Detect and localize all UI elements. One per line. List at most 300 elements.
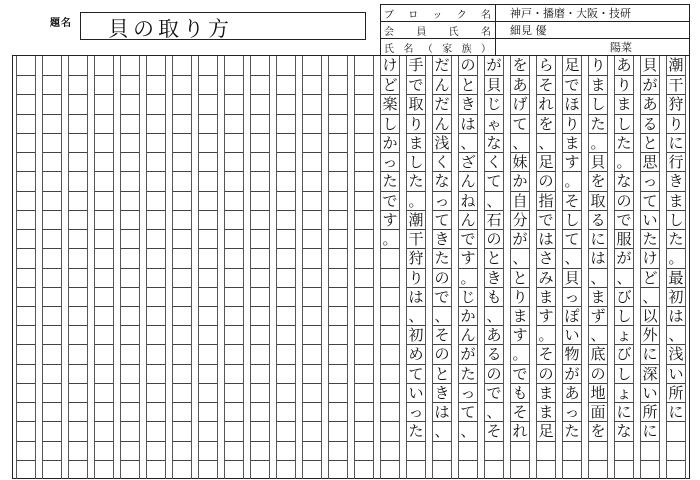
manuscript-column xyxy=(302,56,322,479)
manuscript-cell: 思 xyxy=(642,153,658,172)
manuscript-cell: 、 xyxy=(460,133,476,152)
manuscript-cell: 。 xyxy=(538,326,554,345)
manuscript-cell: て xyxy=(408,364,424,383)
manuscript-cell xyxy=(121,268,139,287)
manuscript-cell xyxy=(277,287,295,306)
manuscript-cell xyxy=(173,383,191,402)
manuscript-cell: 最 xyxy=(668,268,684,287)
manuscript-cell: の xyxy=(486,230,502,249)
manuscript-cell xyxy=(303,383,321,402)
title-label: 題名 xyxy=(50,18,72,29)
manuscript-cell xyxy=(329,152,347,171)
manuscript-cell xyxy=(69,191,87,210)
manuscript-cell xyxy=(43,383,61,402)
manuscript-cell: っ xyxy=(434,191,450,210)
manuscript-cell: の xyxy=(538,172,554,191)
manuscript-cell xyxy=(329,248,347,267)
manuscript-cell xyxy=(303,248,321,267)
manuscript-cell xyxy=(173,402,191,421)
manuscript-column xyxy=(380,56,400,479)
manuscript-cell xyxy=(329,383,347,402)
manuscript-cell xyxy=(303,152,321,171)
manuscript-cell: が xyxy=(486,56,502,74)
manuscript-cell xyxy=(303,133,321,152)
manuscript-cell xyxy=(95,402,113,421)
manuscript-cell xyxy=(17,364,35,383)
manuscript-cell xyxy=(303,94,321,113)
manuscript-cell xyxy=(121,325,139,344)
manuscript-cell xyxy=(225,152,243,171)
manuscript-cell xyxy=(17,191,35,210)
manuscript-cell: で xyxy=(434,287,450,306)
manuscript-cell xyxy=(121,441,139,460)
manuscript-cell xyxy=(381,402,399,421)
manuscript-cell: 所 xyxy=(642,403,658,422)
manuscript-cell: 、 xyxy=(512,249,528,268)
manuscript-cell xyxy=(251,421,269,440)
manuscript-cell xyxy=(329,421,347,440)
manuscript-cell: 干 xyxy=(668,76,684,95)
manuscript-cell xyxy=(225,114,243,133)
manuscript-cell xyxy=(329,460,347,479)
manuscript-cell xyxy=(17,229,35,248)
manuscript-cell xyxy=(147,325,165,344)
manuscript-cell xyxy=(667,441,685,460)
manuscript-cell xyxy=(95,229,113,248)
manuscript-cell: 。 xyxy=(382,230,398,249)
manuscript-cell xyxy=(121,287,139,306)
manuscript-cell xyxy=(303,75,321,94)
manuscript-cell xyxy=(43,364,61,383)
manuscript-cell: 。 xyxy=(668,249,684,268)
manuscript-cell xyxy=(355,75,373,94)
manuscript-cell: っ xyxy=(564,287,580,306)
manuscript-cell xyxy=(95,152,113,171)
manuscript-cell: り xyxy=(590,56,606,74)
manuscript-cell: が xyxy=(616,249,632,268)
manuscript-cell xyxy=(69,268,87,287)
manuscript-cell xyxy=(95,94,113,113)
manuscript-cell xyxy=(43,441,61,460)
manuscript-cell xyxy=(199,94,217,113)
manuscript-cell: ま xyxy=(538,383,554,402)
manuscript-column xyxy=(614,56,634,479)
manuscript-cell xyxy=(277,268,295,287)
manuscript-cell xyxy=(147,56,165,75)
manuscript-cell: 服 xyxy=(616,230,632,249)
manuscript-cell xyxy=(199,325,217,344)
manuscript-cell xyxy=(17,56,35,75)
manuscript-cell xyxy=(329,171,347,190)
manuscript-cell: 。 xyxy=(564,172,580,191)
manuscript-cell xyxy=(355,171,373,190)
manuscript-cell xyxy=(277,421,295,440)
manuscript-cell: り xyxy=(512,287,528,306)
manuscript-cell xyxy=(303,268,321,287)
manuscript-cell xyxy=(173,248,191,267)
manuscript-cell xyxy=(225,421,243,440)
manuscript-cell xyxy=(43,421,61,440)
manuscript-cell xyxy=(17,248,35,267)
manuscript-cell: じ xyxy=(460,287,476,306)
manuscript-cell: を xyxy=(512,56,528,74)
manuscript-cell: と xyxy=(460,76,476,95)
manuscript-cell xyxy=(121,56,139,75)
manuscript-cell xyxy=(43,210,61,229)
manuscript-cell xyxy=(303,56,321,75)
manuscript-cell: で xyxy=(408,76,424,95)
manuscript-cell xyxy=(69,75,87,94)
manuscript-cell: き xyxy=(460,95,476,114)
manuscript-cell xyxy=(563,441,581,460)
manuscript-cell: り xyxy=(408,268,424,287)
manuscript-cell xyxy=(355,402,373,421)
manuscript-cell: 取 xyxy=(408,95,424,114)
manuscript-cell xyxy=(225,171,243,190)
manuscript-cell xyxy=(69,344,87,363)
manuscript-cell xyxy=(355,56,373,75)
manuscript-cell xyxy=(277,114,295,133)
manuscript-cell: し xyxy=(616,306,632,325)
manuscript-cell: 、 xyxy=(590,326,606,345)
manuscript-cell: 初 xyxy=(668,287,684,306)
manuscript-cell xyxy=(225,287,243,306)
manuscript-cell xyxy=(225,229,243,248)
manuscript-cell: あ xyxy=(564,383,580,402)
manuscript-cell: そ xyxy=(512,403,528,422)
manuscript-cell xyxy=(251,383,269,402)
manuscript-cell xyxy=(69,383,87,402)
manuscript-cell: い xyxy=(564,326,580,345)
manuscript-cell: ど xyxy=(642,268,658,287)
manuscript-cell: ま xyxy=(590,76,606,95)
manuscript-column xyxy=(510,56,530,479)
manuscript-cell: 、 xyxy=(486,306,502,325)
manuscript-cell xyxy=(173,325,191,344)
manuscript-cell xyxy=(329,325,347,344)
block-name-value: 神戸・播磨・大阪・技研 xyxy=(496,5,690,22)
manuscript-cell xyxy=(121,94,139,113)
manuscript-cell xyxy=(225,325,243,344)
manuscript-cell: を xyxy=(590,172,606,191)
manuscript-cell xyxy=(589,460,607,479)
manuscript-cell xyxy=(95,56,113,75)
manuscript-cell: ま xyxy=(538,403,554,422)
manuscript-cell xyxy=(69,56,87,75)
manuscript-cell xyxy=(17,268,35,287)
manuscript-cell: 面 xyxy=(590,403,606,422)
manuscript-cell: 、 xyxy=(616,268,632,287)
manuscript-cell xyxy=(225,460,243,479)
manuscript-cell xyxy=(277,364,295,383)
manuscript-cell xyxy=(43,152,61,171)
manuscript-cell xyxy=(17,421,35,440)
manuscript-cell xyxy=(329,114,347,133)
manuscript-cell xyxy=(69,94,87,113)
manuscript-cell: に xyxy=(642,345,658,364)
manuscript-cell: 、 xyxy=(460,422,476,441)
manuscript-cell xyxy=(199,402,217,421)
manuscript-cell xyxy=(381,364,399,383)
manuscript-cell xyxy=(511,460,529,479)
manuscript-cell xyxy=(43,248,61,267)
block-name-label: ブロック名 xyxy=(381,5,496,22)
manuscript-cell xyxy=(43,75,61,94)
manuscript-cell xyxy=(199,114,217,133)
manuscript-cell xyxy=(147,268,165,287)
manuscript-cell xyxy=(225,344,243,363)
manuscript-cell: し xyxy=(590,95,606,114)
manuscript-cell xyxy=(251,441,269,460)
manuscript-cell xyxy=(303,441,321,460)
manuscript-cell xyxy=(95,383,113,402)
manuscript-cell xyxy=(95,325,113,344)
manuscript-cell: 、 xyxy=(486,191,502,210)
manuscript-cell xyxy=(173,171,191,190)
manuscript-cell xyxy=(17,75,35,94)
manuscript-cell xyxy=(43,56,61,75)
manuscript-cell xyxy=(121,229,139,248)
manuscript-cell xyxy=(251,344,269,363)
manuscript-cell: か xyxy=(512,172,528,191)
manuscript-cell xyxy=(43,325,61,344)
manuscript-cell: 貝 xyxy=(642,56,658,74)
manuscript-cell: ょ xyxy=(616,383,632,402)
manuscript-cell xyxy=(199,287,217,306)
info-table xyxy=(380,4,690,56)
manuscript-cell xyxy=(641,441,659,460)
manuscript-cell xyxy=(303,402,321,421)
manuscript-cell xyxy=(355,114,373,133)
manuscript-cell: そ xyxy=(486,422,502,441)
manuscript-cell: な xyxy=(486,133,502,152)
manuscript-cell xyxy=(43,191,61,210)
manuscript-cell: ず xyxy=(590,306,606,325)
manuscript-cell: 深 xyxy=(642,364,658,383)
manuscript-cell: は xyxy=(538,230,554,249)
manuscript-cell: あ xyxy=(642,95,658,114)
manuscript-cell xyxy=(329,287,347,306)
manuscript-cell xyxy=(147,364,165,383)
manuscript-cell: ぽ xyxy=(564,306,580,325)
manuscript-cell: ま xyxy=(408,133,424,152)
manuscript-cell xyxy=(173,344,191,363)
manuscript-cell: た xyxy=(460,364,476,383)
manuscript-cell: げ xyxy=(512,95,528,114)
manuscript-cell xyxy=(667,460,685,479)
manuscript-cell xyxy=(251,364,269,383)
manuscript-cell: で xyxy=(486,383,502,402)
manuscript-cell xyxy=(173,229,191,248)
manuscript-cell xyxy=(355,421,373,440)
manuscript-cell: た xyxy=(434,249,450,268)
manuscript-cell xyxy=(121,114,139,133)
manuscript-cell: 潮 xyxy=(668,56,684,74)
manuscript-cell: す xyxy=(460,249,476,268)
manuscript-cell: ん xyxy=(460,326,476,345)
manuscript-cell: が xyxy=(564,364,580,383)
manuscript-cell xyxy=(251,210,269,229)
manuscript-cell xyxy=(381,306,399,325)
manuscript-cell xyxy=(43,344,61,363)
manuscript-cell xyxy=(303,191,321,210)
manuscript-cell xyxy=(43,171,61,190)
family-name-label: 氏名（家族） xyxy=(381,39,496,56)
manuscript-cell xyxy=(355,268,373,287)
manuscript-cell: 地 xyxy=(590,383,606,402)
manuscript-cell xyxy=(407,441,425,460)
manuscript-cell: は xyxy=(460,114,476,133)
manuscript-cell xyxy=(225,248,243,267)
manuscript-cell xyxy=(147,421,165,440)
manuscript-cell xyxy=(199,460,217,479)
manuscript-cell: て xyxy=(564,230,580,249)
manuscript-cell xyxy=(121,75,139,94)
manuscript-cell xyxy=(251,268,269,287)
manuscript-cell: と xyxy=(642,133,658,152)
manuscript-cell: み xyxy=(538,268,554,287)
manuscript-cell xyxy=(43,402,61,421)
manuscript-cell xyxy=(69,114,87,133)
manuscript-cell: し xyxy=(564,210,580,229)
manuscript-cell xyxy=(43,133,61,152)
manuscript-cell: ほ xyxy=(564,95,580,114)
manuscript-cell xyxy=(199,56,217,75)
manuscript-column xyxy=(68,56,88,479)
manuscript-cell xyxy=(17,402,35,421)
manuscript-cell: 初 xyxy=(408,326,424,345)
manuscript-cell xyxy=(147,94,165,113)
manuscript-cell: た xyxy=(590,114,606,133)
member-name-label: 会員氏名 xyxy=(381,22,496,39)
manuscript-cell: っ xyxy=(642,172,658,191)
manuscript-cell xyxy=(199,441,217,460)
manuscript-cell: ま xyxy=(668,191,684,210)
manuscript-cell xyxy=(355,229,373,248)
manuscript-cell xyxy=(17,460,35,479)
manuscript-cell: た xyxy=(668,230,684,249)
manuscript-cell xyxy=(43,460,61,479)
manuscript-cell xyxy=(277,75,295,94)
manuscript-cell xyxy=(303,171,321,190)
manuscript-cell xyxy=(329,402,347,421)
manuscript-cell xyxy=(121,421,139,440)
manuscript-cell xyxy=(277,133,295,152)
manuscript-cell xyxy=(225,441,243,460)
manuscript-cell xyxy=(95,75,113,94)
manuscript-cell xyxy=(277,56,295,75)
manuscript-cell xyxy=(303,229,321,248)
manuscript-cell xyxy=(225,191,243,210)
manuscript-column xyxy=(328,56,348,479)
manuscript-cell xyxy=(303,325,321,344)
manuscript-cell xyxy=(225,94,243,113)
manuscript-cell xyxy=(225,133,243,152)
manuscript-cell xyxy=(95,344,113,363)
manuscript-cell xyxy=(69,229,87,248)
manuscript-cell: 干 xyxy=(408,230,424,249)
manuscript-cell xyxy=(225,402,243,421)
manuscript-cell: す xyxy=(512,326,528,345)
manuscript-cell: 手 xyxy=(408,56,424,74)
manuscript-cell: し xyxy=(616,114,632,133)
manuscript-cell: す xyxy=(538,306,554,325)
manuscript-cell xyxy=(173,152,191,171)
manuscript-cell xyxy=(95,133,113,152)
manuscript-cell xyxy=(199,306,217,325)
manuscript-cell xyxy=(173,75,191,94)
manuscript-cell xyxy=(251,133,269,152)
manuscript-cell xyxy=(329,344,347,363)
manuscript-cell xyxy=(303,460,321,479)
manuscript-cell xyxy=(225,383,243,402)
manuscript-cell xyxy=(329,306,347,325)
manuscript-cell: 足 xyxy=(538,153,554,172)
manuscript-cell: 分 xyxy=(512,210,528,229)
manuscript-cell: に xyxy=(668,403,684,422)
manuscript-cell: 、 xyxy=(538,133,554,152)
manuscript-cell xyxy=(147,383,165,402)
manuscript-cell xyxy=(355,306,373,325)
manuscript-cell xyxy=(381,287,399,306)
manuscript-cell xyxy=(355,248,373,267)
manuscript-cell: て xyxy=(512,114,528,133)
manuscript-cell xyxy=(173,441,191,460)
manuscript-cell: 、 xyxy=(408,306,424,325)
manuscript-cell xyxy=(69,460,87,479)
manuscript-cell xyxy=(173,364,191,383)
manuscript-cell xyxy=(147,114,165,133)
manuscript-cell xyxy=(173,268,191,287)
manuscript-cell xyxy=(173,191,191,210)
manuscript-cell: っ xyxy=(382,153,398,172)
manuscript-cell xyxy=(381,460,399,479)
manuscript-cell: な xyxy=(434,172,450,191)
manuscript-cell: そ xyxy=(538,76,554,95)
manuscript-cell: ん xyxy=(460,172,476,191)
manuscript-cell: 足 xyxy=(538,422,554,441)
manuscript-cell xyxy=(277,171,295,190)
manuscript-cell: て xyxy=(486,172,502,191)
manuscript-cell: 行 xyxy=(668,153,684,172)
manuscript-cell: り xyxy=(564,114,580,133)
manuscript-cell: ゃ xyxy=(486,114,502,133)
manuscript-cell xyxy=(95,306,113,325)
manuscript-cell xyxy=(459,460,477,479)
manuscript-cell: ざ xyxy=(460,153,476,172)
manuscript-cell: ま xyxy=(564,133,580,152)
manuscript-cell xyxy=(251,114,269,133)
manuscript-cell xyxy=(329,364,347,383)
manuscript-cell xyxy=(147,441,165,460)
manuscript-column xyxy=(458,56,478,479)
manuscript-column xyxy=(588,56,608,479)
manuscript-cell xyxy=(121,152,139,171)
manuscript-cell: ま xyxy=(590,287,606,306)
manuscript-cell xyxy=(433,441,451,460)
manuscript-cell xyxy=(251,75,269,94)
manuscript-cell: る xyxy=(642,114,658,133)
manuscript-cell xyxy=(121,460,139,479)
manuscript-cell: た xyxy=(382,172,398,191)
manuscript-cell: 底 xyxy=(590,345,606,364)
manuscript-cell xyxy=(355,191,373,210)
manuscript-cell xyxy=(277,229,295,248)
manuscript-cell: し xyxy=(616,364,632,383)
manuscript-cell xyxy=(329,133,347,152)
manuscript-cell: ね xyxy=(460,191,476,210)
manuscript-cell: た xyxy=(642,230,658,249)
